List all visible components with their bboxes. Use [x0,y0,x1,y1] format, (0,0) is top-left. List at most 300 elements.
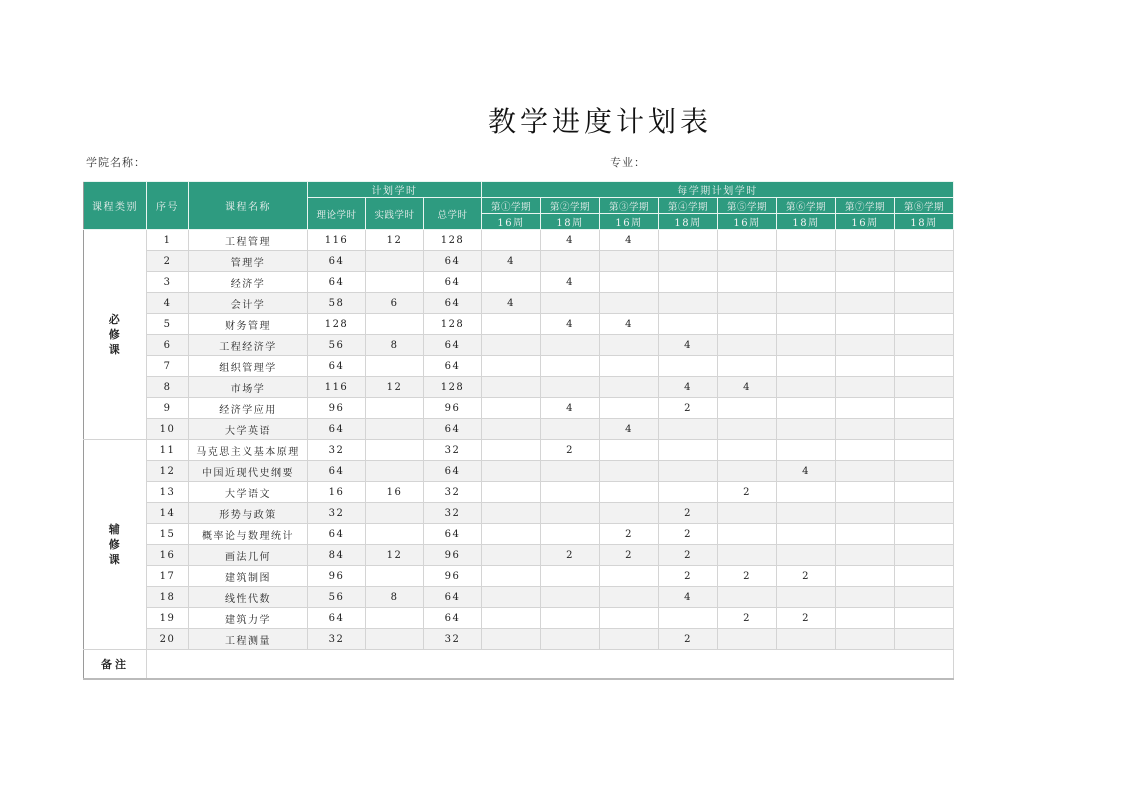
practice-hours-cell [366,251,424,272]
semester-hours-cell [777,398,836,419]
theory-hours-cell: 32 [308,440,366,461]
semester-hours-cell [895,377,954,398]
course-name-cell: 形势与政策 [189,503,308,524]
total-hours-cell: 32 [424,440,482,461]
course-name-cell: 工程经济学 [189,335,308,356]
practice-hours-cell [366,314,424,335]
semester-hours-cell: 4 [482,293,541,314]
semester-hours-cell: 2 [600,524,659,545]
semester-hours-cell [895,398,954,419]
course-name-cell: 建筑制图 [189,566,308,587]
table-row [84,545,954,566]
semester-hours-cell: 2 [718,482,777,503]
table-row [84,314,954,335]
semester-hours-cell [718,629,777,650]
seq-cell: 5 [147,314,189,335]
course-name-cell: 组织管理学 [189,356,308,377]
semester-hours-cell [777,503,836,524]
semester-hours-cell [718,545,777,566]
semester-hours-cell [541,587,600,608]
semester-hours-cell: 4 [600,419,659,440]
table-row [84,335,954,356]
semester-hours-cell [541,335,600,356]
semester-hours-cell [836,503,895,524]
semester-hours-cell [836,608,895,629]
semester-hours-cell [482,314,541,335]
semester-hours-cell: 4 [600,314,659,335]
semester-hours-cell [836,482,895,503]
semester-hours-cell [836,440,895,461]
semester-hours-cell [777,482,836,503]
practice-hours-cell [366,503,424,524]
semester-header-4: 第④学期 [659,198,718,214]
seq-cell: 8 [147,377,189,398]
total-hours-cell: 64 [424,461,482,482]
course-name-cell: 会计学 [189,293,308,314]
course-name-cell: 经济学 [189,272,308,293]
semester-weeks-5: 16周 [718,214,777,230]
semester-hours-cell: 2 [659,398,718,419]
semester-hours-cell: 4 [482,251,541,272]
semester-hours-cell [482,608,541,629]
semester-hours-cell [836,419,895,440]
remark-field[interactable] [147,650,954,680]
semester-hours-cell [482,503,541,524]
practice-hours-cell [366,419,424,440]
semester-hours-cell [895,482,954,503]
semester-hours-cell: 4 [600,230,659,251]
semester-hours-cell [541,377,600,398]
total-hours-cell: 128 [424,314,482,335]
semester-hours-cell [482,566,541,587]
col-header-total: 总学时 [424,198,482,230]
semester-hours-cell [895,566,954,587]
theory-hours-cell: 64 [308,524,366,545]
page-title: 教学进度计划表 [487,105,712,138]
semester-hours-cell: 4 [659,377,718,398]
semester-hours-cell [718,503,777,524]
semester-hours-cell: 2 [777,566,836,587]
table-header [84,182,954,230]
semester-hours-cell [541,461,600,482]
semester-hours-cell [777,314,836,335]
course-name-cell: 大学语文 [189,482,308,503]
table-row [84,482,954,503]
seq-cell: 3 [147,272,189,293]
semester-hours-cell [482,230,541,251]
seq-cell: 13 [147,482,189,503]
semester-hours-cell [659,440,718,461]
semester-hours-cell [482,545,541,566]
semester-hours-cell: 4 [541,398,600,419]
semester-weeks-8: 18周 [895,214,954,230]
theory-hours-cell: 56 [308,335,366,356]
semester-hours-cell [600,272,659,293]
table-body [84,230,954,680]
theory-hours-cell: 64 [308,608,366,629]
semester-hours-cell: 2 [659,566,718,587]
semester-hours-cell [482,629,541,650]
theory-hours-cell: 128 [308,314,366,335]
semester-hours-cell [541,629,600,650]
semester-hours-cell [482,398,541,419]
semester-hours-cell: 4 [777,461,836,482]
semester-hours-cell [895,230,954,251]
practice-hours-cell [366,272,424,293]
semester-hours-cell [895,419,954,440]
practice-hours-cell [366,440,424,461]
semester-hours-cell [600,293,659,314]
semester-hours-cell: 2 [659,503,718,524]
practice-hours-cell: 16 [366,482,424,503]
total-hours-cell: 64 [424,608,482,629]
table-row [84,629,954,650]
category-label: 必 修 课 [108,313,122,356]
semester-hours-cell [600,377,659,398]
semester-hours-cell [777,356,836,377]
semester-hours-cell [895,293,954,314]
semester-hours-cell [659,461,718,482]
col-header-planned-hours: 计划学时 [308,182,482,198]
semester-hours-cell: 2 [541,545,600,566]
semester-hours-cell [836,230,895,251]
seq-cell: 4 [147,293,189,314]
seq-cell: 16 [147,545,189,566]
semester-hours-cell [482,461,541,482]
semester-hours-cell [895,629,954,650]
remark-row [84,650,954,680]
col-header-practice: 实践学时 [366,198,424,230]
semester-hours-cell: 2 [777,608,836,629]
semester-hours-cell [836,629,895,650]
table-row [84,398,954,419]
semester-hours-cell: 2 [718,566,777,587]
semester-hours-cell [836,377,895,398]
seq-cell: 9 [147,398,189,419]
practice-hours-cell: 12 [366,230,424,251]
practice-hours-cell: 8 [366,587,424,608]
semester-hours-cell [659,482,718,503]
semester-hours-cell: 4 [718,377,777,398]
semester-hours-cell [777,272,836,293]
semester-hours-cell: 2 [600,545,659,566]
semester-hours-cell [777,293,836,314]
semester-hours-cell [895,545,954,566]
semester-hours-cell [659,356,718,377]
category-cell [84,230,147,440]
category-cell [84,440,147,650]
semester-header-2: 第②学期 [541,198,600,214]
semester-header-8: 第⑧学期 [895,198,954,214]
semester-hours-cell [482,482,541,503]
total-hours-cell: 32 [424,629,482,650]
semester-hours-cell [541,503,600,524]
semester-weeks-4: 18周 [659,214,718,230]
semester-hours-cell [836,587,895,608]
table-row [84,272,954,293]
semester-hours-cell [659,293,718,314]
theory-hours-cell: 64 [308,461,366,482]
col-header-course-name: 课程名称 [189,182,308,230]
theory-hours-cell: 56 [308,587,366,608]
course-name-cell: 线性代数 [189,587,308,608]
total-hours-cell: 96 [424,398,482,419]
theory-hours-cell: 64 [308,251,366,272]
semester-hours-cell [659,419,718,440]
semester-hours-cell [600,629,659,650]
semester-header-3: 第③学期 [600,198,659,214]
semester-hours-cell [600,566,659,587]
total-hours-cell: 32 [424,503,482,524]
course-name-cell: 经济学应用 [189,398,308,419]
total-hours-cell: 32 [424,482,482,503]
semester-hours-cell [718,335,777,356]
practice-hours-cell: 6 [366,293,424,314]
course-name-cell: 中国近现代史纲要 [189,461,308,482]
semester-hours-cell [718,356,777,377]
practice-hours-cell [366,629,424,650]
semester-hours-cell [895,356,954,377]
semester-hours-cell [482,440,541,461]
semester-hours-cell [777,251,836,272]
semester-hours-cell [895,440,954,461]
theory-hours-cell: 58 [308,293,366,314]
table-row [84,461,954,482]
semester-weeks-1: 16周 [482,214,541,230]
seq-cell: 15 [147,524,189,545]
semester-hours-cell [541,524,600,545]
semester-hours-cell [836,461,895,482]
semester-hours-cell [777,335,836,356]
total-hours-cell: 64 [424,293,482,314]
semester-hours-cell [718,524,777,545]
table-row [84,356,954,377]
semester-hours-cell [895,587,954,608]
semester-hours-cell [482,587,541,608]
schedule-sheet [83,181,954,680]
seq-cell: 20 [147,629,189,650]
total-hours-cell: 64 [424,335,482,356]
semester-hours-cell [836,335,895,356]
semester-hours-cell [895,251,954,272]
table-row [84,377,954,398]
total-hours-cell: 96 [424,566,482,587]
total-hours-cell: 128 [424,230,482,251]
semester-hours-cell: 4 [659,587,718,608]
semester-weeks-7: 16周 [836,214,895,230]
seq-cell: 18 [147,587,189,608]
semester-hours-cell [895,335,954,356]
practice-hours-cell [366,566,424,587]
theory-hours-cell: 64 [308,356,366,377]
total-hours-cell: 64 [424,272,482,293]
semester-header-5: 第⑤学期 [718,198,777,214]
semester-hours-cell [836,293,895,314]
semester-hours-cell [541,482,600,503]
semester-hours-cell [718,587,777,608]
table-row [84,230,954,251]
seq-cell: 1 [147,230,189,251]
col-header-category: 课程类别 [84,182,147,230]
theory-hours-cell: 116 [308,230,366,251]
semester-hours-cell [659,608,718,629]
schedule-table [83,181,954,680]
semester-hours-cell: 2 [541,440,600,461]
semester-hours-cell [482,356,541,377]
col-header-seq: 序号 [147,182,189,230]
seq-cell: 6 [147,335,189,356]
semester-hours-cell [718,419,777,440]
total-hours-cell: 128 [424,377,482,398]
semester-hours-cell [777,230,836,251]
semester-hours-cell [659,230,718,251]
semester-hours-cell [777,377,836,398]
semester-hours-cell [718,440,777,461]
theory-hours-cell: 116 [308,377,366,398]
semester-hours-cell [600,587,659,608]
semester-hours-cell [836,545,895,566]
semester-hours-cell [718,314,777,335]
semester-hours-cell [482,524,541,545]
semester-weeks-2: 18周 [541,214,600,230]
semester-hours-cell: 4 [541,230,600,251]
seq-cell: 11 [147,440,189,461]
semester-hours-cell [482,335,541,356]
course-name-cell: 大学英语 [189,419,308,440]
seq-cell: 14 [147,503,189,524]
semester-hours-cell [600,251,659,272]
course-name-cell: 财务管理 [189,314,308,335]
semester-hours-cell [541,419,600,440]
theory-hours-cell: 64 [308,272,366,293]
semester-hours-cell [659,314,718,335]
semester-header-6: 第⑥学期 [777,198,836,214]
semester-hours-cell [836,251,895,272]
semester-hours-cell [718,461,777,482]
semester-weeks-6: 18周 [777,214,836,230]
semester-hours-cell [777,524,836,545]
practice-hours-cell [366,524,424,545]
major-label: 专业： [610,156,646,169]
semester-hours-cell [541,356,600,377]
semester-hours-cell: 4 [659,335,718,356]
total-hours-cell: 96 [424,545,482,566]
semester-hours-cell: 4 [541,314,600,335]
course-name-cell: 建筑力学 [189,608,308,629]
semester-hours-cell [718,251,777,272]
semester-hours-cell [600,398,659,419]
semester-hours-cell [718,230,777,251]
semester-hours-cell [482,377,541,398]
semester-hours-cell [541,251,600,272]
semester-hours-cell [659,251,718,272]
course-name-cell: 画法几何 [189,545,308,566]
table-row [84,587,954,608]
semester-hours-cell [836,398,895,419]
table-row [84,566,954,587]
practice-hours-cell [366,461,424,482]
semester-hours-cell [777,419,836,440]
semester-hours-cell: 2 [659,545,718,566]
semester-hours-cell [718,272,777,293]
semester-hours-cell [895,503,954,524]
category-label: 辅 修 课 [108,523,122,566]
semester-hours-cell [600,482,659,503]
semester-hours-cell [600,503,659,524]
table-row [84,503,954,524]
course-name-cell: 马克思主义基本原理 [189,440,308,461]
table-row [84,293,954,314]
practice-hours-cell: 12 [366,545,424,566]
semester-hours-cell: 2 [659,629,718,650]
theory-hours-cell: 84 [308,545,366,566]
semester-hours-cell [777,629,836,650]
semester-hours-cell [895,524,954,545]
total-hours-cell: 64 [424,419,482,440]
semester-header-1: 第①学期 [482,198,541,214]
seq-cell: 7 [147,356,189,377]
theory-hours-cell: 96 [308,566,366,587]
course-name-cell: 概率论与数理统计 [189,524,308,545]
total-hours-cell: 64 [424,524,482,545]
semester-hours-cell [482,419,541,440]
semester-header-7: 第⑦学期 [836,198,895,214]
semester-hours-cell [600,608,659,629]
seq-cell: 10 [147,419,189,440]
table-row [84,251,954,272]
semester-weeks-3: 16周 [600,214,659,230]
total-hours-cell: 64 [424,251,482,272]
semester-hours-cell [777,587,836,608]
theory-hours-cell: 32 [308,503,366,524]
practice-hours-cell: 12 [366,377,424,398]
total-hours-cell: 64 [424,587,482,608]
semester-hours-cell [541,608,600,629]
seq-cell: 17 [147,566,189,587]
table-row [84,524,954,545]
table-row [84,608,954,629]
semester-hours-cell [600,461,659,482]
semester-hours-cell: 2 [659,524,718,545]
semester-hours-cell [895,314,954,335]
seq-cell: 2 [147,251,189,272]
semester-hours-cell [895,461,954,482]
semester-hours-cell [895,272,954,293]
college-name-label: 学院名称： [86,156,146,169]
semester-hours-cell: 2 [718,608,777,629]
semester-hours-cell [895,608,954,629]
semester-hours-cell [541,293,600,314]
practice-hours-cell [366,398,424,419]
semester-hours-cell [718,398,777,419]
semester-hours-cell [777,440,836,461]
semester-hours-cell [600,335,659,356]
theory-hours-cell: 16 [308,482,366,503]
practice-hours-cell: 8 [366,335,424,356]
col-header-semester-plan: 每学期计划学时 [482,182,954,198]
course-name-cell: 管理学 [189,251,308,272]
course-name-cell: 市场学 [189,377,308,398]
semester-hours-cell [600,356,659,377]
semester-hours-cell [718,293,777,314]
remark-label: 备注 [84,650,147,680]
theory-hours-cell: 64 [308,419,366,440]
semester-hours-cell [541,566,600,587]
semester-hours-cell [777,545,836,566]
seq-cell: 19 [147,608,189,629]
col-header-theory: 理论学时 [308,198,366,230]
semester-hours-cell: 4 [541,272,600,293]
